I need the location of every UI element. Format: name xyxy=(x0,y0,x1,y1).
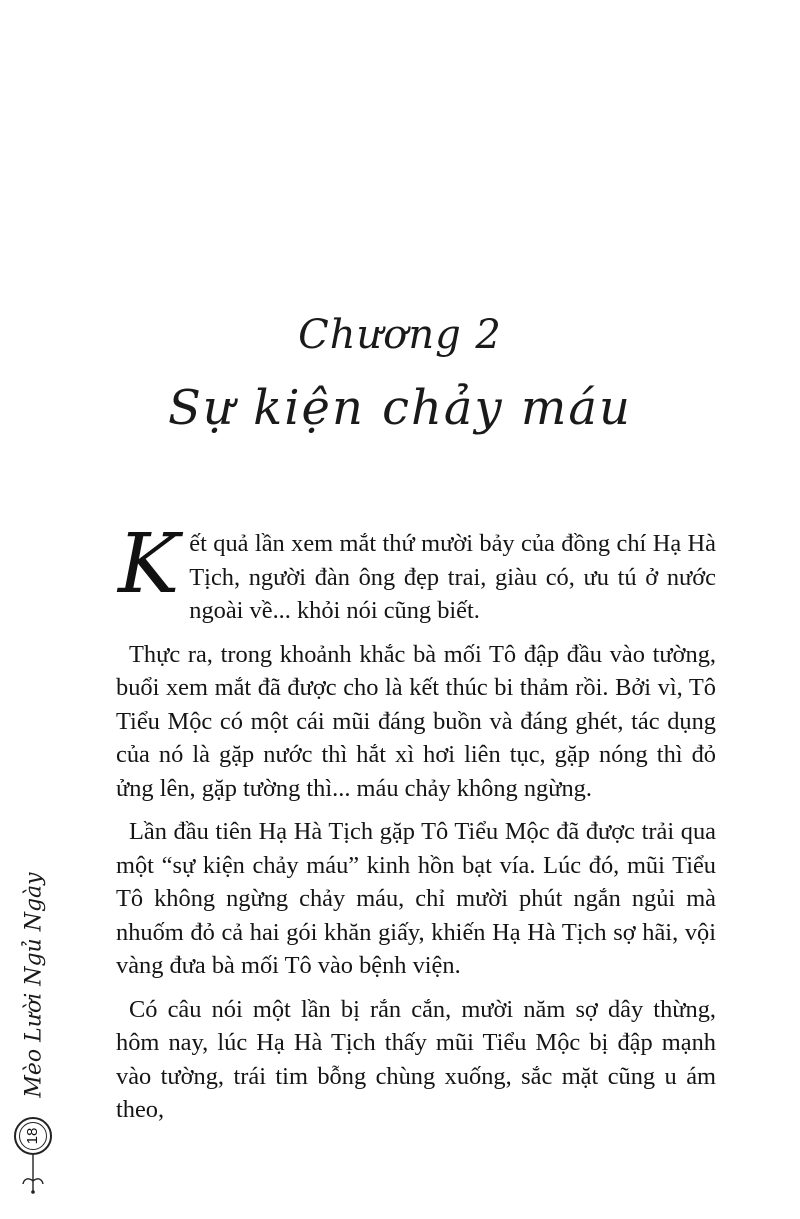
chapter-title: Sự kiện chảy máu xyxy=(168,380,632,436)
paragraph-2: Thực ra, trong khoảnh khắc bà mối Tô đập đầu vào tường, buổi xem mắt đã được cho là kết thúc bi thảm rồi. Bởi vì, Tô Tiểu Mộc có một cái mũi đáng buồn và đáng ghét, tác dụng của nó là gặp nước thì hắt xì hơi liên tục, gặp nóng thì đỏ ửng lên, gặp tường thì... máu chảy không ngừng. xyxy=(116,640,716,802)
page-number: 18 xyxy=(24,1127,41,1145)
paragraph-1 xyxy=(116,517,716,628)
flourish-ornament-icon xyxy=(18,1155,48,1195)
running-book-title xyxy=(14,872,54,1098)
chapter-body xyxy=(116,517,716,1137)
page-number-badge xyxy=(14,1117,52,1155)
paragraph-1-text: ết quả lần xem mắt thứ mười bảy của đồng chí Hạ Hà Tịch, người đàn ông đẹp trai, giàu có, ưu tú ở nước ngoài về... khỏi nói cũng biết. xyxy=(189,530,716,624)
drop-cap: K xyxy=(118,517,180,612)
paragraph-4: Có câu nói một lần bị rắn cắn, mười năm sợ dây thừng, hôm nay, lúc Hạ Hà Tịch thấy mũi Tiểu Mộc bị đập mạnh vào tường, trái tim bỗng chùng xuống, sắc mặt cũng u ám theo, xyxy=(116,995,716,1123)
paragraph-3: Lần đầu tiên Hạ Hà Tịch gặp Tô Tiểu Mộc đã được trải qua một “sự kiện chảy máu” kinh hồn bạt vía. Lúc đó, mũi Tiểu Tô không ngừng chảy máu, chỉ mười phút ngắn ngủi mà nhuốm đỏ cả hai gói khăn giấy, khiến Hạ Hà Tịch sợ hãi, vội vàng đưa bà mối Tô vào bệnh viện. xyxy=(116,818,716,979)
chapter-number: Chương 2 xyxy=(298,312,502,358)
book-title-text: Mèo Lười Ngủ Ngày xyxy=(21,872,47,1098)
